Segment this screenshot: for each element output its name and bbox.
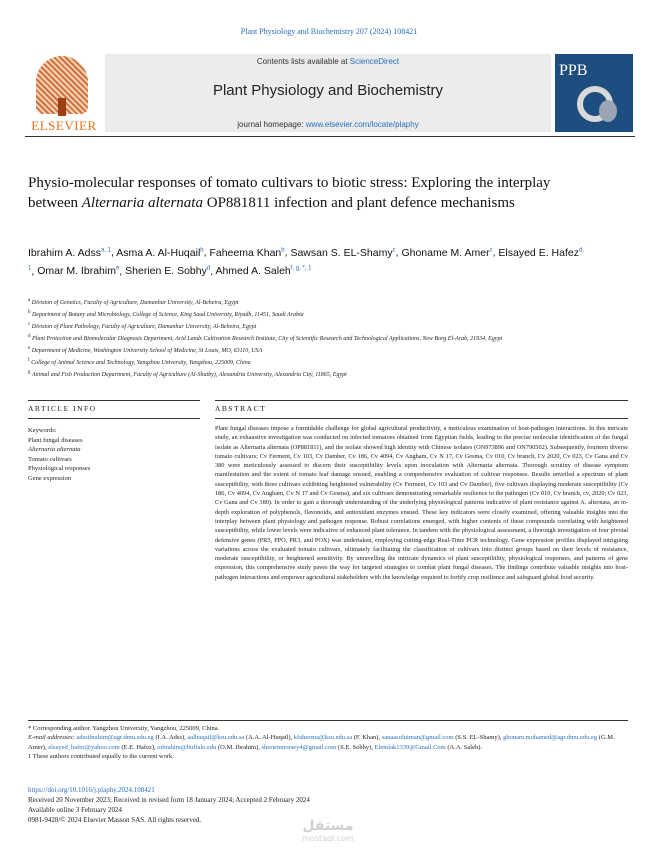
homepage-link[interactable]: www.elsevier.com/locate/plaphy <box>305 120 419 129</box>
email-link[interactable]: sherienmorsey4@gmail.com <box>261 743 337 751</box>
affiliation-list <box>28 296 613 380</box>
tree-trunk-icon <box>58 98 66 116</box>
masthead <box>25 50 635 137</box>
journal-banner <box>105 54 551 132</box>
affiliation-marker: b <box>28 310 31 315</box>
author-affiliation-marker[interactable]: d, 1 <box>28 247 584 272</box>
email-owner: (O.M. Ibrahim), <box>216 743 262 751</box>
affiliation-marker: d <box>28 334 31 339</box>
corresponding-author-note: * Corresponding author. Yangzhou University, Yangzhou, 225009, China. <box>28 725 220 732</box>
footnotes <box>28 724 628 761</box>
homepage-prefix: journal homepage: <box>237 120 306 129</box>
email-link[interactable]: sanaasoluiman@gmail.com <box>381 734 454 742</box>
affiliation: $^e$ Department of Medicine, Washington University School of Medicine, St Louis, MO, 63110, USA <box>28 346 263 354</box>
author-name[interactable]: Ghoname M. Amer$^c$ <box>401 246 493 259</box>
article-title <box>28 173 588 213</box>
journal-reference-line: Plant Physiology and Biochemistry 207 (2024) 108421 <box>240 27 418 36</box>
elsevier-logo <box>27 54 97 132</box>
affiliation-marker: f <box>28 358 30 363</box>
affiliation: $^b$ Department of Botany and Microbiology, College of Science, King Saud University, Riyadh, 11451, Saudi Arabia <box>28 310 304 318</box>
issn-copyright: 0981-9428/© 2024 Elsevier Masson SAS. All rights reserved. <box>28 816 202 824</box>
title-species: Alternaria alternata <box>81 195 203 211</box>
author-name[interactable]: Sawsan S. EL-Shamy$^c$ <box>290 246 396 259</box>
email-link[interactable]: aalhuqail@ksu.edu.sa <box>187 734 245 742</box>
affiliation: $^f$ College of Animal Science and Technology, Yangzhou University, Yangzhou, 225009, China <box>28 358 251 366</box>
author-affiliation-marker[interactable]: e <box>115 265 120 272</box>
sciencedirect-link[interactable]: ScienceDirect <box>349 57 400 66</box>
available-online: Available online 3 February 2024 <box>28 806 122 814</box>
elsevier-wordmark: ELSEVIER <box>31 118 97 133</box>
keyword: Physiological responses <box>28 465 91 472</box>
email-addresses <box>28 733 628 752</box>
contents-line <box>105 57 551 66</box>
watermark-arabic: مستقل <box>302 818 354 834</box>
affiliation-marker: g <box>28 370 31 375</box>
author-name[interactable]: Ahmed A. Saleh$^{f, g, *, 1}$ <box>215 265 312 277</box>
received-dates: Received 20 November 2023; Received in revised form 18 January 2024; Accepted 2 February 2024 <box>28 796 310 804</box>
author-name[interactable]: Omar M. Ibrahim$^e$ <box>37 265 120 277</box>
author-name[interactable]: Elsayed E. Hafez$^{d, 1}$ <box>28 246 584 272</box>
email-link[interactable]: Elemlak1339@Gmail.Com <box>374 743 446 751</box>
emails-label: E-mail addresses: <box>28 734 77 742</box>
title-part-2: OP881811 infection and plant defence mechanisms <box>202 195 515 211</box>
affiliation-marker: a <box>28 298 31 303</box>
email-owner: (G.M. Amer), <box>28 734 615 751</box>
affiliation: $^d$ Plant Protection and Biomolecular Diagnosis Department, Arid Lands Cultivation Research Institute, City of Scientific Research and Technological Applications, New Borg El-Arab, 21934, Egypt <box>28 334 503 342</box>
email-owner: (F. Khan), <box>352 734 382 742</box>
homepage-line <box>105 120 551 129</box>
keywords-label: Keywords: <box>28 427 57 434</box>
keywords-block <box>28 426 198 483</box>
email-link[interactable]: elsayed_hafez@yahoo.com <box>48 743 120 751</box>
journal-title: Plant Physiology and Biochemistry <box>212 82 444 99</box>
author-affiliation-marker[interactable]: c <box>489 247 493 253</box>
email-owner: (E.E. Hafez), <box>119 743 158 751</box>
author-name[interactable]: Sherien E. Sobhy$^d$ <box>125 265 211 277</box>
cover-title: PPB <box>559 62 588 79</box>
email-owner: (S.E. Sobhy), <box>336 743 375 751</box>
affiliation: $^g$ Animal and Fish Production Department, Faculty of Agriculture (Al-Shatby), Alexandria University, Alexandria City, 11865, Egypt <box>28 370 347 378</box>
footnote-rule <box>28 720 628 721</box>
email-link[interactable]: oibrahim@buffalo.edu <box>157 743 217 751</box>
email-link[interactable]: ghonam.mohamed@agr.dmu.edu.eg <box>503 734 598 742</box>
journal-cover-image <box>555 54 633 132</box>
author-affiliation-marker[interactable]: b <box>281 247 285 253</box>
watermark <box>288 818 368 843</box>
keyword: Tomato cultivars <box>28 455 72 463</box>
keyword: Gene expression <box>28 474 72 482</box>
doi-link[interactable]: https://doi.org/10.1016/j.plaphy.2024.108421 <box>28 786 155 794</box>
abstract-text: Plant fungal diseases impose a formidable challenge for global agricultural productivity, a meticulous examination of host-pathogen interactions. In this intricate study, an exhaustive investigation was conducted on infected tomatoes obtained from Egyptian fields, leading to the precise molecular identification of the fungal isolate as Alternaria alternata (OP881811), and the isolate showed high identity with Chinese isolates (ON973896 and ON790502). Subsequently, fourteen diverse tomato cultivars; Cv Ferment, Cv 103, Cv Damber, Cv 186, Cv 4094, Cv Angham, Cv N 17, Cv Gesma, Cv 010, Cv branch, Cv 2020, Cv 023, Cv Gana and Cv 380 were meticulously assessed to discern their susceptibility levels upon inoculation with Alternaria alternata. Thorough scrutiny of disease symptom manifestation and the extent of tomato leaf damage ensued, enabling a comprehensive evaluation of cultivar responses. Results unveiled a spectrum of plant susceptibility, with three cultivars exhibiting heightened vulnerability (Cv Ferment, Cv 103 and Cv Damber), five cultivars displaying moderate susceptibility (Cv 186, Cv 4094, Cv Angham, Cv N 17 and Cv Gesma), and six cultivars demonstrating remarkable resilience to the pathogen (Cv 010, Cv branch, cv, 2020; Cv 023, Cv Gana and Cv 380). In order to gain a thorough understanding of the underlying physiological patterns indicative of plant resistance against A. alternata, an in-depth exploration of polyphenols, flavonoids, and antioxidant enzymes ensued. These key indicators were closely examined, offering valuable insights into the interplay between plant physiology and pathogen response. Robust correlations emerged, with higher contents of these compounds correlating with heightened susceptibility, while lower levels were indicative of enhanced plant tolerance. In tandem with the physiological assessment, a thorough investigation of four pivotal defensive genes (PR5, PPO, PR3, and POX) was undertaken, employing cutting-edge Real-Time PCR technology. Gene expression profiles displayed intriguing variations across the evaluated tomato cultivars, ultimately facilitating the classification of cultivars into distinct groups based on their levels of resistance, moderate susceptibility, or heightened sensitivity. By unravelling the intricate dynamics of plant susceptibility, physiological responses, and patterns of gene expression, this comprehensive study paves the way for targeted strategies to combat plant fungal diseases. The findings contribute valuable insights into host-pathogen interactions and empower agricultural stakeholders with the knowledge required to fortify crop resilience and safeguard global food security. <box>215 425 628 581</box>
keywords-list <box>28 436 198 484</box>
author-affiliation-marker[interactable]: c <box>392 247 396 253</box>
author-affiliation-marker[interactable]: f, g, *, 1 <box>290 265 312 272</box>
article-info-rule <box>28 400 200 401</box>
author-affiliation-marker[interactable]: d <box>206 265 211 272</box>
keyword: Plant fungal diseases <box>28 436 83 444</box>
email-owner: (A.A. Al-Huqail), <box>244 734 294 742</box>
title-part-1: Physio-molecular responses of tomato cultivars to biotic stress: Exploring the interplay between <box>28 175 551 211</box>
affiliation: $^a$ Division of Genetics, Faculty of Agriculture, Damanhur University, Al-Beheira, Egypt <box>28 298 239 306</box>
author-name[interactable]: Asma A. Al-Huqail$^b$ <box>116 246 204 259</box>
abstract-heading: ABSTRACT <box>215 404 267 413</box>
author-affiliation-marker[interactable]: b <box>200 247 204 253</box>
email-link[interactable]: adssibrahim@agr.dmu.edu.eg <box>76 734 154 742</box>
contents-prefix: Contents lists available at <box>256 57 350 66</box>
abstract-rule <box>215 400 628 401</box>
email-owner: (I.A. Adss), <box>153 734 188 742</box>
equal-contribution-note: 1 These authors contributed equally to the current work. <box>28 752 174 760</box>
affiliation: $^c$ Division of Plant Pathology, Faculty of Agriculture, Damanhur University, Al-Beheira, Egypt <box>28 322 257 330</box>
cover-blob-icon <box>599 100 617 122</box>
watermark-latin: mostaql.com <box>302 834 354 843</box>
email-owner: (A.A. Saleh). <box>445 743 483 751</box>
email-owner: (S.S. EL-Shamy), <box>453 734 504 742</box>
email-link[interactable]: kfaheema@ksu.edu.sa <box>293 734 353 742</box>
keywords-rule <box>28 418 200 419</box>
affiliation-marker: e <box>28 346 31 351</box>
affiliation-marker: c <box>28 322 31 327</box>
author-name[interactable]: Ibrahim A. Adss$^{a, 1}$ <box>28 246 111 259</box>
article-info-heading: ARTICLE INFO <box>28 404 97 413</box>
keyword: Alternaria alternata <box>28 446 81 453</box>
author-list: Ibrahim A. Adss$^{a, 1}$, Asma A. Al-Huqail$^b$, Faheema Khan$^b$, Sawsan S. EL-Shamy$^c$, Ghoname M. Amer$^c$, Elsayed E. Hafez$^{d, 1}$, Omar M. Ibrahim$^e$, Sherien E. Sobhy$^d$, Ahmed A. Saleh$^{f, g, *, 1}$ <box>28 246 584 277</box>
author-affiliation-marker[interactable]: a, 1 <box>100 247 111 253</box>
abstract-top-rule <box>215 418 628 419</box>
author-name[interactable]: Faheema Khan$^b$ <box>209 246 285 259</box>
